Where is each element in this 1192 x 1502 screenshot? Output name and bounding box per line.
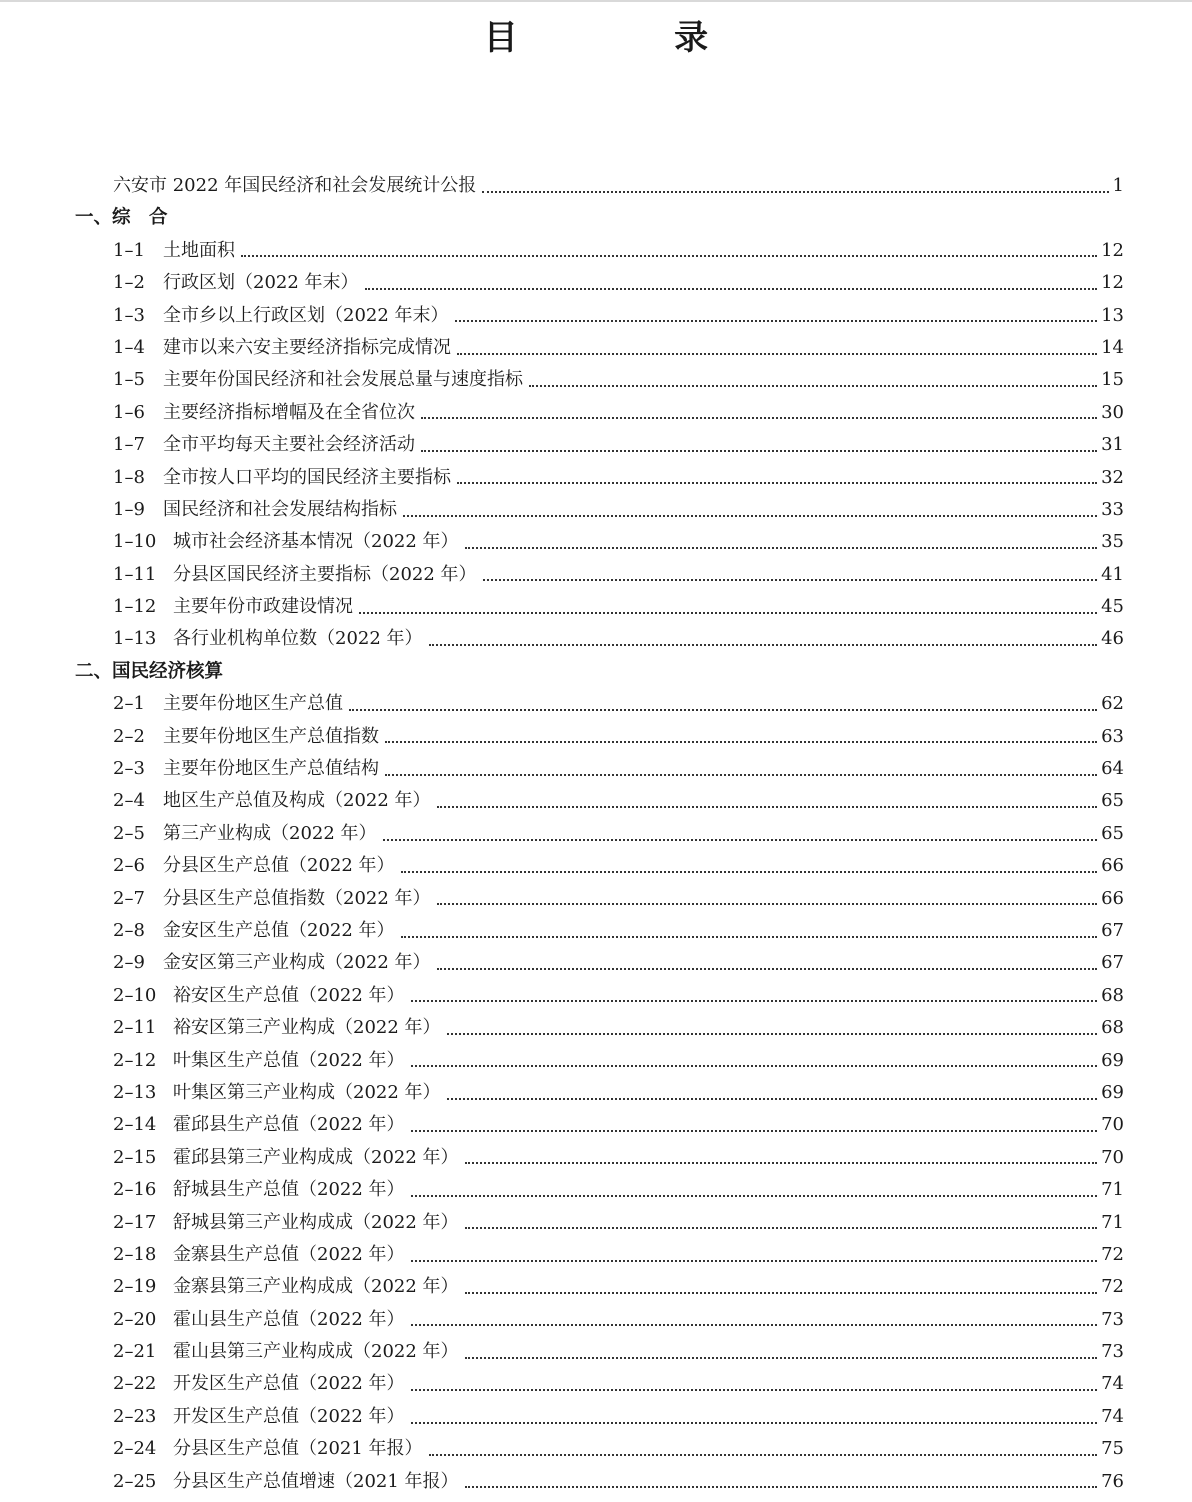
dot-leader [383, 838, 1098, 841]
toc-entry-number: 2–16 [113, 1179, 157, 1201]
toc-entry-label: 裕安区第三产业构成（2022 年） [173, 1017, 441, 1039]
toc-entry-page: 66 [1101, 887, 1124, 909]
toc-entry-page: 72 [1101, 1276, 1124, 1298]
toc-entry-number: 2–6 [113, 855, 145, 877]
toc-entry[interactable] [0, 1466, 1192, 1498]
toc-entry-page: 74 [1101, 1405, 1124, 1427]
toc-entry-number: 2–12 [113, 1049, 157, 1071]
dot-leader [411, 1194, 1098, 1197]
toc-entry-page: 71 [1101, 1211, 1124, 1233]
toc-entry-page: 69 [1101, 1049, 1124, 1071]
toc-entry[interactable] [0, 883, 1192, 915]
toc-entry-number: 1–11 [113, 563, 157, 585]
toc-entry-page: 15 [1101, 369, 1124, 391]
dot-leader [457, 481, 1097, 484]
dot-leader [437, 967, 1098, 970]
toc-entry-number: 2–5 [113, 822, 145, 844]
toc-entry[interactable] [0, 267, 1192, 299]
toc-entry-label: 开发区生产总值（2022 年） [173, 1373, 405, 1395]
toc-entry-page: 75 [1101, 1438, 1124, 1460]
toc-entry[interactable] [0, 1207, 1192, 1239]
toc-entry-number: 2–11 [113, 1017, 157, 1039]
dot-leader [359, 611, 1097, 614]
toc-entry-label: 霍邱县第三产业构成成（2022 年） [173, 1146, 459, 1168]
dot-leader [429, 643, 1098, 646]
toc-entry-number: 1–7 [113, 434, 145, 456]
dot-leader [349, 708, 1097, 711]
toc-entry[interactable] [0, 397, 1192, 429]
dot-leader [465, 546, 1098, 549]
toc-entry-page: 67 [1101, 919, 1124, 941]
toc-entry-label: 分县区国民经济主要指标（2022 年） [173, 563, 477, 585]
toc-entry-number: 2–8 [113, 919, 145, 941]
toc-entry-number: 1–9 [113, 498, 145, 520]
toc-entry[interactable] [0, 1077, 1192, 1109]
toc-entry-page: 67 [1101, 952, 1124, 974]
toc-entry-page: 64 [1101, 758, 1124, 780]
toc-entry-label: 舒城县第三产业构成成（2022 年） [173, 1211, 459, 1233]
toc-entry-label: 全市乡以上行政区划（2022 年末） [163, 304, 449, 326]
toc-entry[interactable] [0, 980, 1192, 1012]
toc-entry-number: 1–2 [113, 272, 145, 294]
toc-entry-page: 71 [1101, 1179, 1124, 1201]
toc-entry-number: 1–1 [113, 239, 145, 261]
toc-entry-page: 41 [1101, 563, 1124, 585]
table-of-contents [0, 170, 1192, 1498]
toc-entry-label: 主要经济指标增幅及在全省位次 [163, 401, 415, 423]
toc-entry-label: 霍山县第三产业构成成（2022 年） [173, 1341, 459, 1363]
toc-entry-label: 金寨县生产总值（2022 年） [173, 1243, 405, 1265]
toc-entry-page: 70 [1101, 1146, 1124, 1168]
toc-entry-page: 76 [1101, 1470, 1124, 1492]
toc-entry-label: 分县区生产总值（2021 年报） [173, 1438, 423, 1460]
dot-leader [483, 578, 1098, 581]
toc-entry-label: 主要年份地区生产总值 [163, 693, 343, 715]
toc-entry-page: 32 [1101, 466, 1124, 488]
toc-entry-label: 分县区生产总值指数（2022 年） [163, 887, 431, 909]
toc-entry-number: 2–25 [113, 1470, 157, 1492]
toc-sections [0, 202, 1192, 1498]
toc-entry[interactable] [0, 1045, 1192, 1077]
toc-entry-page: 46 [1101, 628, 1124, 650]
toc-entry-label: 分县区生产总值增速（2021 年报） [173, 1470, 459, 1492]
dot-leader [429, 1453, 1098, 1456]
toc-entry-page: 69 [1101, 1081, 1124, 1103]
dot-leader [455, 319, 1098, 322]
dot-leader [401, 870, 1098, 873]
toc-entry-label: 叶集区第三产业构成（2022 年） [173, 1081, 441, 1103]
dot-leader [437, 805, 1098, 808]
toc-entry-number: 2–20 [113, 1308, 157, 1330]
toc-entry[interactable] [0, 1304, 1192, 1336]
toc-entry-label: 各行业机构单位数（2022 年） [173, 628, 423, 650]
toc-entry-number: 1–4 [113, 336, 145, 358]
toc-section-heading[interactable]: 二、国民经济核算 [75, 660, 224, 682]
toc-entry-label: 主要年份地区生产总值指数 [163, 725, 379, 747]
toc-entry-number: 2–14 [113, 1114, 157, 1136]
toc-entry-number: 2–17 [113, 1211, 157, 1233]
toc-entry-page: 68 [1101, 1017, 1124, 1039]
toc-entry-number: 2–4 [113, 790, 145, 812]
toc-entry[interactable] [0, 1109, 1192, 1141]
toc-entry-number: 2–9 [113, 952, 145, 974]
toc-lead-entry[interactable] [0, 170, 1192, 202]
dot-leader [447, 1032, 1098, 1035]
toc-entry-label: 建市以来六安主要经济指标完成情况 [163, 336, 451, 358]
toc-entry-label: 主要年份国民经济和社会发展总量与速度指标 [163, 369, 523, 391]
dot-leader [437, 902, 1098, 905]
dot-leader [411, 1064, 1098, 1067]
toc-entry-page: 63 [1101, 725, 1124, 747]
toc-entry[interactable] [0, 688, 1192, 720]
toc-entry-number: 1–12 [113, 596, 157, 618]
toc-entry-page: 66 [1101, 855, 1124, 877]
toc-entry-label: 全市按人口平均的国民经济主要指标 [163, 466, 451, 488]
toc-entry-number: 2–3 [113, 758, 145, 780]
dot-leader [465, 1485, 1098, 1488]
toc-entry-label: 土地面积 [163, 239, 235, 261]
toc-entry-page: 65 [1101, 822, 1124, 844]
toc-entry[interactable] [0, 785, 1192, 817]
toc-entry[interactable] [0, 915, 1192, 947]
dot-leader [529, 384, 1097, 387]
toc-entry[interactable] [0, 332, 1192, 364]
toc-entry-page: 74 [1101, 1373, 1124, 1395]
toc-entry-number: 2–21 [113, 1341, 157, 1363]
toc-entry-label: 开发区生产总值（2022 年） [173, 1405, 405, 1427]
toc-entry-label: 裕安区生产总值（2022 年） [173, 984, 405, 1006]
toc-entry-page: 70 [1101, 1114, 1124, 1136]
toc-entry-label: 六安市 2022 年国民经济和社会发展统计公报 [113, 175, 477, 196]
toc-entry[interactable] [0, 1368, 1192, 1400]
dot-leader [241, 254, 1097, 257]
toc-entry-page: 1 [1112, 175, 1124, 196]
toc-entry-page: 73 [1101, 1308, 1124, 1330]
toc-entry-label: 霍邱县生产总值（2022 年） [173, 1114, 405, 1136]
toc-entry-label: 金安区第三产业构成（2022 年） [163, 952, 431, 974]
dot-leader [411, 1388, 1098, 1391]
toc-entry[interactable] [0, 850, 1192, 882]
dot-leader [365, 287, 1098, 290]
toc-entry-page: 31 [1101, 434, 1124, 456]
toc-entry-page: 72 [1101, 1243, 1124, 1265]
toc-entry[interactable] [0, 494, 1192, 526]
toc-entry[interactable] [0, 364, 1192, 396]
dot-leader [403, 514, 1097, 517]
toc-section-heading[interactable]: 一、综 合 [75, 207, 168, 229]
toc-entry[interactable] [0, 1336, 1192, 1368]
toc-entry-label: 舒城县生产总值（2022 年） [173, 1179, 405, 1201]
toc-entry-page: 13 [1101, 304, 1124, 326]
toc-entry-label: 金安区生产总值（2022 年） [163, 919, 395, 941]
toc-entry[interactable] [0, 591, 1192, 623]
dot-leader [465, 1226, 1098, 1229]
toc-entry-number: 2–18 [113, 1243, 157, 1265]
toc-entry[interactable] [0, 559, 1192, 591]
toc-entry[interactable] [0, 947, 1192, 979]
toc-entry-page: 30 [1101, 401, 1124, 423]
toc-entry-page: 62 [1101, 693, 1124, 715]
toc-entry-number: 2–24 [113, 1438, 157, 1460]
toc-entry-label: 金寨县第三产业构成成（2022 年） [173, 1276, 459, 1298]
toc-entry-page: 12 [1101, 239, 1124, 261]
toc-entry-page: 45 [1101, 596, 1124, 618]
top-rule [0, 0, 1192, 2]
dot-leader [421, 416, 1097, 419]
toc-entry[interactable] [0, 429, 1192, 461]
toc-entry[interactable] [0, 1174, 1192, 1206]
toc-entry-number: 1–8 [113, 466, 145, 488]
toc-entry-number: 2–22 [113, 1373, 157, 1395]
toc-entry[interactable] [0, 235, 1192, 267]
toc-entry-page: 33 [1101, 498, 1124, 520]
dot-leader [482, 190, 1108, 193]
toc-entry-number: 1–6 [113, 401, 145, 423]
toc-entry-number: 2–7 [113, 887, 145, 909]
toc-entry-label: 全市平均每天主要社会经济活动 [163, 434, 415, 456]
toc-entry-label: 叶集区生产总值（2022 年） [173, 1049, 405, 1071]
toc-entry[interactable] [0, 753, 1192, 785]
dot-leader [411, 999, 1098, 1002]
toc-entry[interactable] [0, 462, 1192, 494]
toc-entry-label: 城市社会经济基本情况（2022 年） [173, 531, 459, 553]
dot-leader [465, 1161, 1098, 1164]
toc-entry-number: 1–13 [113, 628, 157, 650]
dot-leader [447, 1097, 1098, 1100]
toc-entry-page: 65 [1101, 790, 1124, 812]
dot-leader [411, 1421, 1098, 1424]
dot-leader [385, 773, 1097, 776]
page-title: 目 录 [483, 18, 770, 58]
toc-entry[interactable] [0, 1433, 1192, 1465]
toc-entry-number: 2–1 [113, 693, 145, 715]
toc-entry-number: 2–13 [113, 1081, 157, 1103]
toc-entry-label: 分县区生产总值（2022 年） [163, 855, 395, 877]
dot-leader [457, 352, 1097, 355]
toc-entry-label: 第三产业构成（2022 年） [163, 822, 377, 844]
toc-entry-label: 霍山县生产总值（2022 年） [173, 1308, 405, 1330]
toc-entry-number: 2–10 [113, 984, 157, 1006]
dot-leader [465, 1356, 1098, 1359]
toc-entry[interactable] [0, 526, 1192, 558]
dot-leader [401, 935, 1098, 938]
toc-entry[interactable] [0, 1271, 1192, 1303]
toc-entry-label: 国民经济和社会发展结构指标 [163, 498, 397, 520]
toc-entry-number: 1–3 [113, 304, 145, 326]
toc-entry-page: 68 [1101, 984, 1124, 1006]
dot-leader [385, 740, 1097, 743]
toc-entry-number: 2–2 [113, 725, 145, 747]
dot-leader [465, 1291, 1098, 1294]
dot-leader [411, 1323, 1098, 1326]
toc-entry[interactable] [0, 1142, 1192, 1174]
toc-entry-label: 地区生产总值及构成（2022 年） [163, 790, 431, 812]
toc-entry-page: 73 [1101, 1341, 1124, 1363]
toc-entry[interactable] [0, 818, 1192, 850]
toc-entry-number: 1–5 [113, 369, 145, 391]
toc-entry-label: 行政区划（2022 年末） [163, 272, 359, 294]
toc-entry[interactable] [0, 1239, 1192, 1271]
toc-entry-page: 12 [1101, 272, 1124, 294]
dot-leader [421, 449, 1097, 452]
toc-entry-page: 35 [1101, 531, 1124, 553]
toc-entry-number: 2–23 [113, 1405, 157, 1427]
toc-entry[interactable] [0, 1401, 1192, 1433]
toc-entry-number: 2–19 [113, 1276, 157, 1298]
toc-entry-label: 主要年份市政建设情况 [173, 596, 353, 618]
toc-entry[interactable] [0, 1012, 1192, 1044]
dot-leader [411, 1259, 1098, 1262]
toc-entry-number: 2–15 [113, 1146, 157, 1168]
toc-entry[interactable] [0, 721, 1192, 753]
toc-entry[interactable] [0, 300, 1192, 332]
dot-leader [411, 1129, 1098, 1132]
toc-entry-label: 主要年份地区生产总值结构 [163, 758, 379, 780]
toc-entry-number: 1–10 [113, 531, 157, 553]
toc-entry[interactable] [0, 623, 1192, 655]
toc-entry-page: 14 [1101, 336, 1124, 358]
